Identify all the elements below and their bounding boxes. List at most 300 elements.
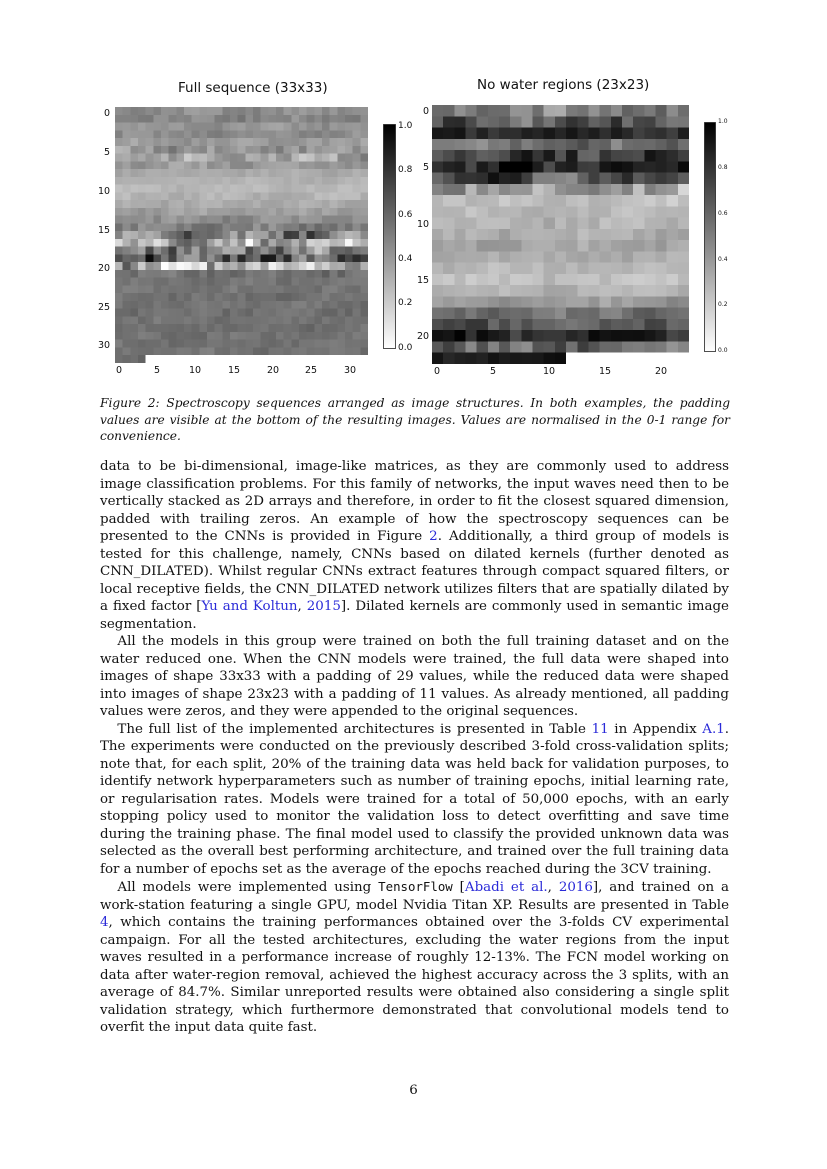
heatmap-cell [622, 240, 634, 252]
heatmap-cell [230, 347, 238, 355]
heatmap-cell [184, 309, 192, 317]
citation-link[interactable]: Yu and Koltun [201, 599, 298, 614]
heatmap-cell [499, 116, 511, 128]
heatmap-cell [153, 332, 161, 340]
heatmap-cell [454, 161, 466, 173]
heatmap-cell [184, 185, 192, 193]
heatmap-cell [360, 177, 368, 185]
heatmap-cell [622, 128, 634, 140]
heatmap-cell [138, 316, 146, 324]
heatmap-cell [153, 154, 161, 162]
heatmap-cell [678, 105, 689, 117]
heatmap-cell [566, 184, 578, 196]
heatmap-cell [215, 293, 223, 301]
heatmap-cell [215, 309, 223, 317]
heatmap-cell [146, 216, 154, 224]
heatmap-cell [633, 240, 645, 252]
heatmap-cell [521, 263, 533, 275]
heatmap-cell [533, 105, 545, 117]
heatmap-cell [123, 146, 131, 154]
heatmap-cell [138, 332, 146, 340]
heatmap-cell [130, 262, 138, 270]
heatmap-cell [667, 150, 679, 162]
heatmap-cell [291, 270, 299, 278]
heatmap-cell [499, 263, 511, 275]
heatmap-cell [307, 332, 315, 340]
heatmap-cell [499, 195, 511, 207]
heatmap-cell [146, 208, 154, 216]
heatmap-cell [345, 301, 353, 309]
heatmap-cell [566, 240, 578, 252]
heatmap-cell [307, 340, 315, 348]
heatmap-cell [644, 319, 656, 331]
heatmap-cell [477, 184, 489, 196]
heatmap-cell [360, 200, 368, 208]
heatmap-cell [655, 274, 667, 286]
heatmap-cell [443, 341, 455, 353]
heatmap-cell [566, 161, 578, 173]
heatmap-cell [345, 293, 353, 301]
heatmap-cell [477, 229, 489, 241]
heatmap-cell [115, 239, 123, 247]
heatmap-cell [544, 263, 556, 275]
heatmap-cell [555, 274, 567, 286]
heatmap-cell [153, 177, 161, 185]
heatmap-cell [146, 138, 154, 146]
heatmap-cell [477, 251, 489, 263]
heatmap-cell [510, 285, 522, 297]
heatmap-cell [353, 146, 361, 154]
heatmap-cell [199, 355, 207, 363]
heatmap-cell [146, 316, 154, 324]
heatmap-cell [230, 177, 238, 185]
heatmap-cell [222, 285, 230, 293]
heatmap-cell [488, 240, 500, 252]
heatmap-cell [222, 223, 230, 231]
heatmap-cell [322, 247, 330, 255]
heatmap-cell [253, 332, 261, 340]
heatmap-cell [115, 254, 123, 262]
heatmap-cell [322, 208, 330, 216]
heatmap-cell [307, 138, 315, 146]
heatmap-cell [533, 206, 545, 218]
heatmap-cell [337, 185, 345, 193]
right-x-tick: 5 [490, 366, 497, 377]
heatmap-cell [466, 240, 478, 252]
heatmap-cell [207, 340, 215, 348]
heatmap-cell [577, 195, 589, 207]
heatmap-cell [284, 262, 292, 270]
heatmap-cell [322, 270, 330, 278]
heatmap-cell [353, 169, 361, 177]
heatmap-cell [268, 293, 276, 301]
heatmap-cell [146, 254, 154, 262]
heatmap-cell [655, 251, 667, 263]
heatmap-cell [215, 340, 223, 348]
heatmap-cell [655, 150, 667, 162]
heatmap-cell [153, 123, 161, 131]
heatmap-cell [667, 116, 679, 128]
heatmap-cell [322, 115, 330, 123]
heatmap-cell [577, 274, 589, 286]
heatmap-cell [337, 169, 345, 177]
heatmap-cell [345, 247, 353, 255]
heatmap-cell [655, 353, 667, 364]
heatmap-cell [207, 123, 215, 131]
heatmap-cell [555, 195, 567, 207]
heatmap-cell [510, 353, 522, 364]
heatmap-cell [533, 150, 545, 162]
heatmap-cell [146, 278, 154, 286]
heatmap-cell [533, 330, 545, 342]
heatmap-cell [322, 324, 330, 332]
heatmap-cell [261, 231, 269, 239]
heatmap-cell [192, 340, 200, 348]
heatmap-cell [130, 316, 138, 324]
heatmap-cell [222, 123, 230, 131]
heatmap-cell [337, 347, 345, 355]
heatmap-cell [245, 247, 253, 255]
heatmap-cell [633, 184, 645, 196]
heatmap-cell [588, 285, 600, 297]
heatmap-cell [207, 223, 215, 231]
heatmap-cell [268, 200, 276, 208]
heatmap-cell [268, 332, 276, 340]
heatmap-cell [123, 332, 131, 340]
heatmap-cell [330, 316, 338, 324]
heatmap-cell [253, 262, 261, 270]
heatmap-cell [153, 309, 161, 317]
heatmap-cell [268, 270, 276, 278]
heatmap-cell [611, 161, 623, 173]
right-y-tick: 20 [417, 331, 430, 342]
heatmap-cell [230, 185, 238, 193]
heatmap-cell [360, 130, 368, 138]
heatmap-cell [199, 123, 207, 131]
heatmap-cell [477, 319, 489, 331]
heatmap-cell [291, 316, 299, 324]
heatmap-cell [322, 130, 330, 138]
heatmap-cell [215, 347, 223, 355]
heatmap-cell [222, 115, 230, 123]
heatmap-cell [299, 278, 307, 286]
heatmap-cell [544, 240, 556, 252]
heatmap-cell [276, 332, 284, 340]
heatmap-cell [184, 192, 192, 200]
heatmap-cell [138, 146, 146, 154]
heatmap-cell [261, 169, 269, 177]
heatmap-cell [130, 332, 138, 340]
citation-year-link[interactable]: 2016 [558, 880, 593, 895]
heatmap-cell [123, 115, 131, 123]
heatmap-cell [353, 208, 361, 216]
heatmap-cell [207, 231, 215, 239]
heatmap-cell [146, 332, 154, 340]
heatmap-cell [443, 116, 455, 128]
heatmap-cell [169, 200, 177, 208]
heatmap-cell [432, 263, 444, 275]
heatmap-cell [169, 301, 177, 309]
heatmap-cell [443, 105, 455, 117]
heatmap-cell [284, 355, 292, 363]
heatmap-cell [577, 139, 589, 151]
heatmap-cell [138, 123, 146, 131]
heatmap-cell [330, 216, 338, 224]
heatmap-cell [138, 301, 146, 309]
heatmap-cell [176, 161, 184, 169]
heatmap-cell [533, 296, 545, 308]
page-number: 6 [409, 1083, 418, 1098]
heatmap-cell [176, 138, 184, 146]
heatmap-cell [337, 293, 345, 301]
heatmap-cell [238, 347, 246, 355]
heatmap-cell [207, 278, 215, 286]
heatmap-cell [230, 270, 238, 278]
heatmap-cell [353, 285, 361, 293]
figure-ref-link[interactable]: 2 [429, 529, 438, 544]
heatmap-cell [644, 150, 656, 162]
heatmap-cell [230, 316, 238, 324]
right-colorbar-tick: 0.2 [718, 301, 728, 308]
heatmap-cell [146, 107, 154, 115]
heatmap-cell [555, 229, 567, 241]
heatmap-cell [477, 173, 489, 185]
heatmap-cell [521, 218, 533, 230]
heatmap-cell [153, 316, 161, 324]
heatmap-cell [337, 192, 345, 200]
heatmap-cell [253, 270, 261, 278]
heatmap-cell [215, 169, 223, 177]
heatmap-cell [276, 154, 284, 162]
heatmap-cell [588, 240, 600, 252]
right-x-tick: 15 [599, 366, 612, 377]
heatmap-cell [499, 274, 511, 286]
heatmap-cell [443, 319, 455, 331]
heatmap-cell [169, 177, 177, 185]
heatmap-cell [215, 115, 223, 123]
heatmap-cell [115, 200, 123, 208]
heatmap-cell [644, 296, 656, 308]
heatmap-cell [454, 173, 466, 185]
heatmap-cell [322, 107, 330, 115]
heatmap-cell [499, 341, 511, 353]
heatmap-cell [215, 223, 223, 231]
appendix-ref-link[interactable]: A.1 [702, 721, 725, 737]
heatmap-cell [276, 185, 284, 193]
heatmap-cell [360, 231, 368, 239]
heatmap-cell [678, 341, 689, 353]
heatmap-cell [146, 239, 154, 247]
heatmap-cell [199, 270, 207, 278]
heatmap-cell [222, 161, 230, 169]
heatmap-cell [499, 161, 511, 173]
heatmap-cell [611, 285, 623, 297]
heatmap-cell [337, 161, 345, 169]
heatmap-cell [337, 130, 345, 138]
heatmap-cell [322, 192, 330, 200]
heatmap-cell [337, 154, 345, 162]
heatmap-cell [291, 154, 299, 162]
heatmap-cell [245, 169, 253, 177]
heatmap-cell [138, 270, 146, 278]
heatmap-cell [268, 161, 276, 169]
heatmap-cell [588, 150, 600, 162]
heatmap-cell [667, 263, 679, 275]
heatmap-cell [521, 150, 533, 162]
heatmap-cell [533, 161, 545, 173]
heatmap-cell [330, 355, 338, 363]
heatmap-cell [345, 270, 353, 278]
heatmap-cell [207, 247, 215, 255]
heatmap-cell [533, 285, 545, 297]
heatmap-cell [533, 263, 545, 275]
heatmap-cell [353, 278, 361, 286]
heatmap-cell [261, 123, 269, 131]
heatmap-cell [477, 296, 489, 308]
heatmap-cell [360, 169, 368, 177]
heatmap-cell [161, 130, 169, 138]
heatmap-cell [215, 278, 223, 286]
heatmap-cell [169, 309, 177, 317]
heatmap-cell [161, 262, 169, 270]
heatmap-cell [268, 247, 276, 255]
heatmap-cell [544, 251, 556, 263]
heatmap-cell [611, 116, 623, 128]
heatmap-cell [261, 161, 269, 169]
heatmap-cell [291, 146, 299, 154]
heatmap-cell [284, 154, 292, 162]
heatmap-cell [268, 239, 276, 247]
heatmap-cell [622, 139, 634, 151]
heatmap-cell [314, 208, 322, 216]
heatmap-cell [299, 285, 307, 293]
heatmap-cell [130, 130, 138, 138]
heatmap-cell [337, 200, 345, 208]
heatmap-cell [510, 116, 522, 128]
heatmap-cell [454, 128, 466, 140]
heatmap-cell [678, 173, 689, 185]
heatmap-cell [314, 293, 322, 301]
heatmap-cell [284, 324, 292, 332]
heatmap-cell [268, 154, 276, 162]
heatmap-cell [555, 240, 567, 252]
heatmap-cell [454, 285, 466, 297]
heatmap-cell [644, 308, 656, 320]
heatmap-cell [192, 161, 200, 169]
heatmap-cell [299, 200, 307, 208]
heatmap-cell [176, 130, 184, 138]
heatmap-cell [169, 270, 177, 278]
heatmap-cell [261, 223, 269, 231]
table-ref-link[interactable]: 4 [100, 915, 109, 930]
heatmap-cell [176, 208, 184, 216]
heatmap-cell [215, 355, 223, 363]
heatmap-cell [146, 285, 154, 293]
heatmap-cell [307, 115, 315, 123]
heatmap-cell [284, 130, 292, 138]
heatmap-cell [238, 309, 246, 317]
heatmap-cell [488, 229, 500, 241]
right-colorbar [704, 122, 716, 352]
heatmap-cell [161, 324, 169, 332]
heatmap-cell [284, 177, 292, 185]
heatmap-cell [510, 330, 522, 342]
heatmap-cell [276, 231, 284, 239]
heatmap-cell [199, 278, 207, 286]
heatmap-cell [230, 169, 238, 177]
heatmap-cell [510, 240, 522, 252]
heatmap-cell [222, 316, 230, 324]
heatmap-cell [330, 107, 338, 115]
heatmap-cell [115, 192, 123, 200]
heatmap-cell [566, 296, 578, 308]
heatmap-cell [238, 316, 246, 324]
heatmap-cell [153, 130, 161, 138]
citation-link[interactable]: Abadi et al. [464, 880, 548, 895]
heatmap-cell [432, 161, 444, 173]
heatmap-cell [238, 239, 246, 247]
heatmap-cell [245, 324, 253, 332]
heatmap-cell [330, 332, 338, 340]
heatmap-cell [130, 324, 138, 332]
heatmap-cell [633, 206, 645, 218]
citation-year-link[interactable]: 2015 [306, 599, 341, 614]
heatmap-cell [299, 208, 307, 216]
heatmap-cell [130, 169, 138, 177]
heatmap-cell [130, 200, 138, 208]
heatmap-cell [207, 316, 215, 324]
heatmap-cell [667, 341, 679, 353]
heatmap-cell [488, 263, 500, 275]
heatmap-cell [314, 270, 322, 278]
heatmap-cell [230, 130, 238, 138]
heatmap-cell [443, 218, 455, 230]
heatmap-cell [544, 296, 556, 308]
heatmap-cell [130, 301, 138, 309]
heatmap-cell [644, 128, 656, 140]
heatmap-cell [360, 161, 368, 169]
heatmap-cell [176, 324, 184, 332]
heatmap-cell [622, 330, 634, 342]
heatmap-cell [115, 208, 123, 216]
heatmap-cell [230, 107, 238, 115]
heatmap-cell [353, 138, 361, 146]
heatmap-cell [291, 208, 299, 216]
heatmap-cell [276, 270, 284, 278]
heatmap-cell [192, 301, 200, 309]
heatmap-cell [588, 105, 600, 117]
heatmap-cell [153, 347, 161, 355]
heatmap-cell [678, 263, 689, 275]
heatmap-cell [499, 184, 511, 196]
heatmap-cell [123, 340, 131, 348]
heatmap-cell [600, 251, 612, 263]
heatmap-cell [345, 177, 353, 185]
heatmap-cell [138, 340, 146, 348]
heatmap-cell [268, 177, 276, 185]
heatmap-cell [199, 177, 207, 185]
heatmap-cell [184, 154, 192, 162]
heatmap-cell [261, 130, 269, 138]
heatmap-cell [353, 200, 361, 208]
heatmap-cell [176, 355, 184, 363]
heatmap-cell [253, 223, 261, 231]
heatmap-cell [488, 218, 500, 230]
heatmap-cell [169, 208, 177, 216]
heatmap-cell [588, 330, 600, 342]
heatmap-cell [253, 154, 261, 162]
table-ref-link[interactable]: 11 [591, 721, 609, 737]
